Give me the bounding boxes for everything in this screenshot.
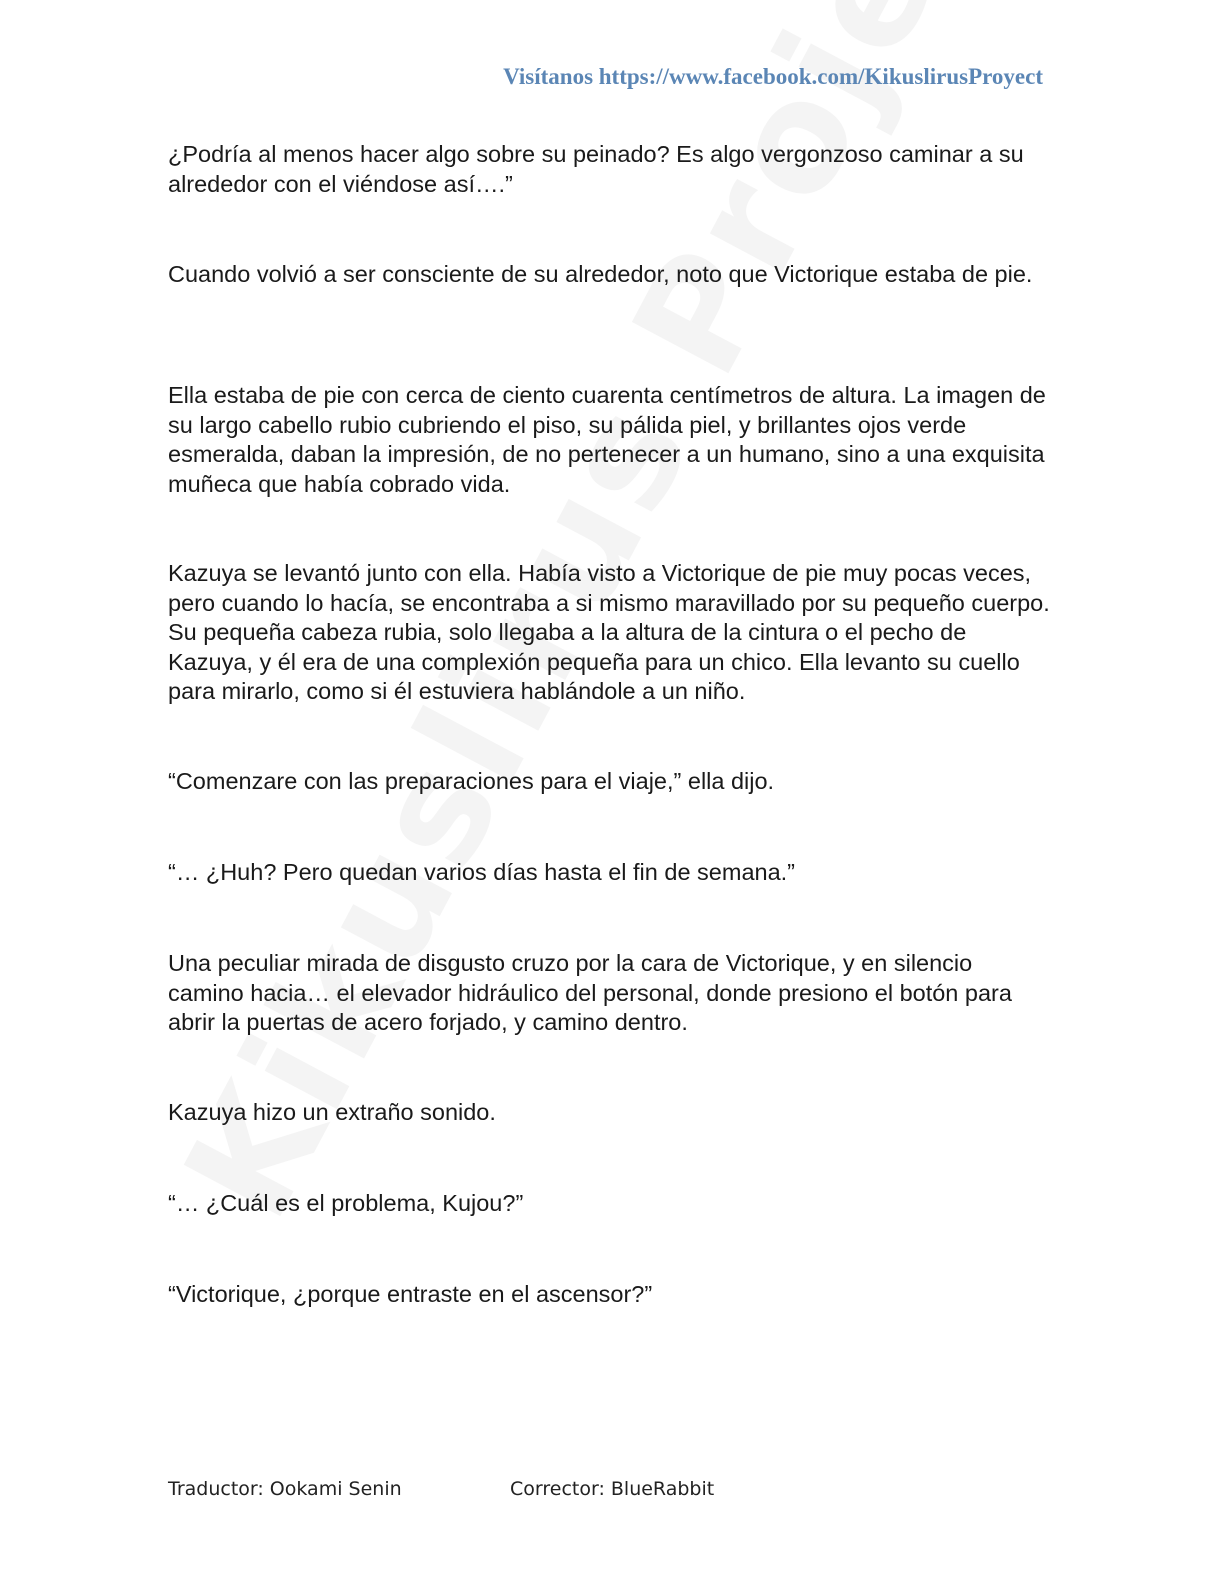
paragraph-1: ¿Podría al menos hacer algo sobre su peinado? Es algo vergonzoso caminar a su alrededor con el viéndose así….” bbox=[168, 141, 1024, 197]
header-facebook-link[interactable]: Visítanos https://www.facebook.com/KikuslirusProyect bbox=[503, 64, 1043, 89]
footer-translator: Traductor: Ookami Senin bbox=[168, 1478, 402, 1500]
paragraph-7: Una peculiar mirada de disgusto cruzo por la cara de Victorique, y en silencio camino hacia… el elevador hidráulico del personal, donde presiono el botón para abrir la puertas de acero forjado, y camino dentro. bbox=[168, 950, 1012, 1035]
paragraph-3: Ella estaba de pie con cerca de ciento cuarenta centímetros de altura. La imagen de su largo cabello rubio cubriendo el piso, su pálida piel, y brillantes ojos verde esmeralda, daban la impresión, de no pertenecer a un humano, sino a una exquisita muñeca que había cobrado vida. bbox=[168, 382, 1046, 497]
paragraph-6: “… ¿Huh? Pero quedan varios días hasta el fin de semana.” bbox=[168, 859, 796, 885]
footer-corrector: Corrector: BlueRabbit bbox=[510, 1478, 715, 1500]
paragraph-10: “Victorique, ¿porque entraste en el ascensor?” bbox=[168, 1281, 653, 1307]
paragraph-5: “Comenzare con las preparaciones para el viaje,” ella dijo. bbox=[168, 768, 775, 794]
paragraph-9: “… ¿Cuál es el problema, Kujou?” bbox=[168, 1190, 524, 1216]
paragraph-4: Kazuya se levantó junto con ella. Había visto a Victorique de pie muy pocas veces, pero cuando lo hacía, se encontraba a si mismo maravillado por su pequeño cuerpo. Su pequeña cabeza rubia, solo llegaba a la altura de la cintura o el pecho de Kazuya, y él era de una complexión pequeña para un chico. Ella levanto su cuello para mirarlo, como si él estuviera hablándole a un niño. bbox=[168, 560, 1050, 704]
paragraph-2: Cuando volvió a ser consciente de su alrededor, noto que Victorique estaba de pie. bbox=[168, 261, 1033, 287]
paragraph-8: Kazuya hizo un extraño sonido. bbox=[168, 1099, 496, 1125]
